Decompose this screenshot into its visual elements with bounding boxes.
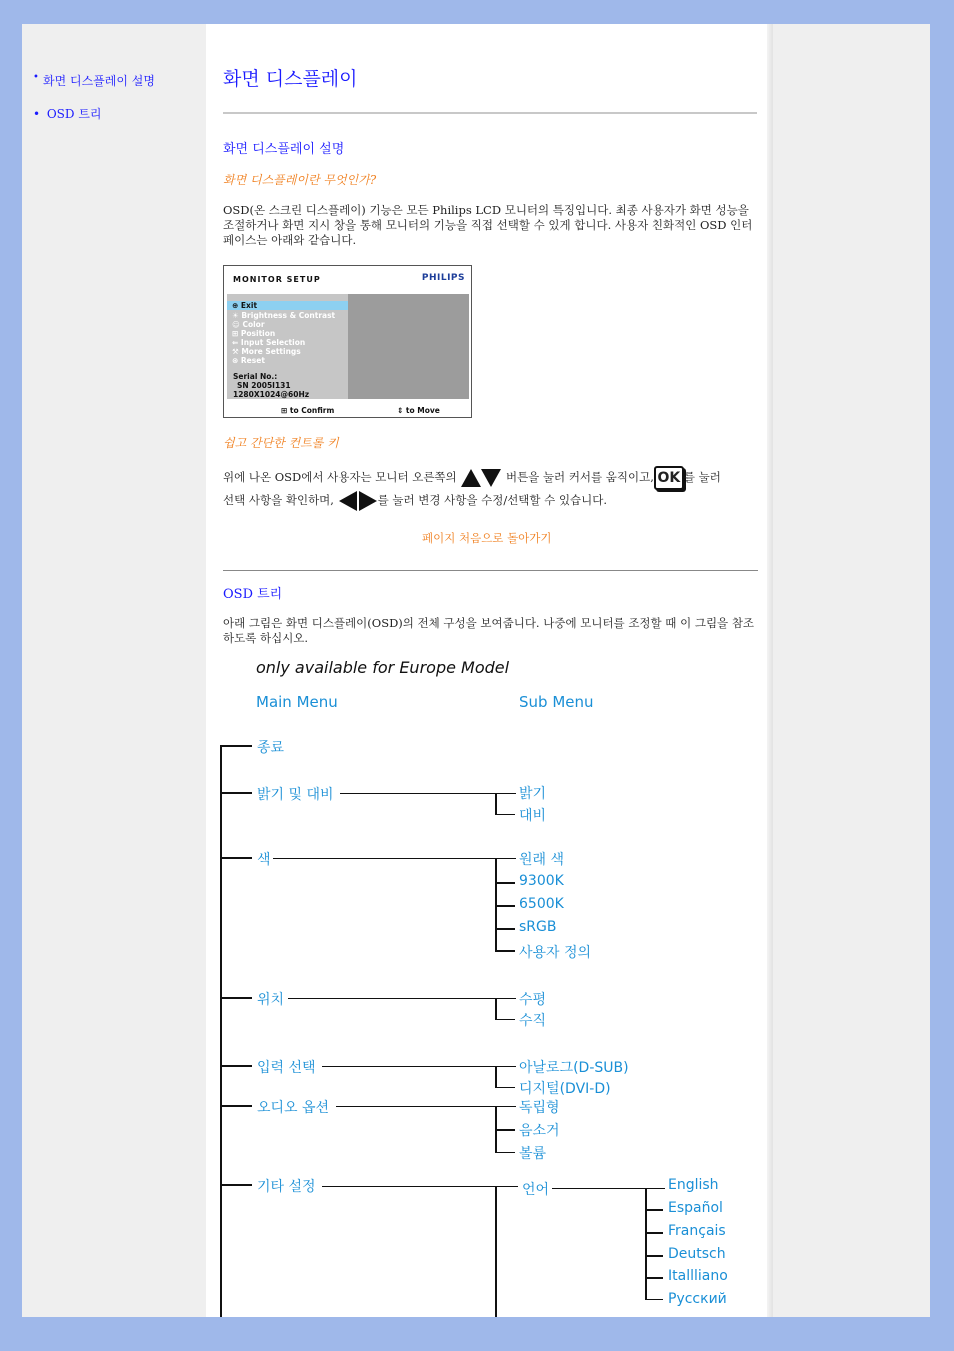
- tree-language-item: Itallliano: [668, 1268, 728, 1284]
- tree-connector-line: [288, 998, 516, 999]
- tree-sub-vertical: [495, 1066, 497, 1088]
- europe-note: only available for Europe Model: [256, 658, 510, 677]
- monitor-item-color: ☺ Color: [232, 320, 265, 329]
- tree-sub-item: 사용자 정의: [517, 942, 593, 962]
- tree-sub-item: 아날로그(D-SUB): [517, 1057, 631, 1077]
- monitor-item-exit: ⊕ Exit: [227, 301, 348, 310]
- philips-logo: PHILIPS: [421, 273, 465, 283]
- tree-sub-vertical: [495, 998, 497, 1020]
- sidebar-link-osd-tree[interactable]: OSD 트리: [46, 107, 102, 121]
- tree-lang-tick: [645, 1277, 663, 1279]
- monitor-item-more: ⚒ More Settings: [232, 347, 301, 356]
- monitor-menu: [227, 294, 348, 399]
- ok-button-icon: OK: [654, 466, 684, 490]
- tree-branch-line: [220, 792, 252, 794]
- divider: [223, 112, 757, 114]
- tree-sub-item: 수평: [517, 989, 548, 1009]
- monitor-serial-value: SN 2005I131: [237, 381, 291, 390]
- controls-paragraph-line1: [223, 466, 763, 490]
- section-heading-description: 화면 디스플레이 설명: [223, 142, 345, 157]
- tree-sub-item: 디지털(DVI-D): [517, 1078, 613, 1098]
- tree-sub-tick: [495, 928, 515, 930]
- monitor-item-label: More Settings: [241, 347, 301, 356]
- monitor-item-input: ⇐ Input Selection: [232, 338, 306, 347]
- monitor-serial-label: Serial No.:: [233, 372, 278, 381]
- left-sidebar: [22, 24, 206, 1317]
- tree-language-item: Deutsch: [668, 1246, 726, 1262]
- sub-menu-header: Sub Menu: [519, 693, 594, 711]
- tree-sub-tick: [495, 814, 515, 815]
- tree-sub-item: 9300K: [519, 873, 564, 889]
- monitor-submenu-area: [348, 294, 469, 399]
- monitor-setup-image: [223, 265, 472, 418]
- monitor-item-label: Input Selection: [240, 338, 306, 347]
- tree-sub-item: 독립형: [517, 1097, 562, 1117]
- tree-language-item: Русский: [668, 1291, 727, 1307]
- tree-connector-line: [336, 1106, 516, 1107]
- confirm-label: to Confirm: [289, 406, 335, 415]
- monitor-item-brightness: ☀ Brightness & Contrast: [232, 311, 336, 320]
- tree-sub-item: 6500K: [519, 896, 564, 912]
- tree-lang-tick: [645, 1232, 663, 1234]
- tree-lang-tick: [645, 1299, 663, 1300]
- tree-item-brightness: 밝기 및 대비: [255, 784, 336, 804]
- tree-item-color: 색: [255, 849, 273, 869]
- tree-item-more: 기타 설정: [255, 1176, 318, 1196]
- tree-trunk-line: [220, 745, 222, 1317]
- monitor-title: MONITOR SETUP: [233, 275, 321, 284]
- tree-sub-vertical: [495, 793, 497, 815]
- tree-lang-tick: [645, 1209, 663, 1211]
- tree-sub-tick: [495, 882, 515, 884]
- controls-text: 위에 나온 OSD에서 사용자는 모니터 오른쪽의: [223, 470, 457, 484]
- sidebar-item-description[interactable]: [33, 72, 155, 89]
- controls-text: 버튼을 눌러 커서를 움직이고,: [505, 470, 654, 484]
- main-menu-header: Main Menu: [256, 693, 338, 711]
- tree-sub-item: 대비: [517, 805, 548, 825]
- tree-sub-tick: [495, 950, 515, 952]
- tree-sub-tick: [495, 905, 515, 907]
- controls-text: 선택 사항을 확인하며,: [223, 493, 334, 507]
- tree-branch-line: [220, 1065, 252, 1067]
- tree-item-position: 위치: [255, 989, 286, 1009]
- right-margin: [773, 24, 930, 1317]
- monitor-item-label: Position: [240, 329, 276, 338]
- tree-branch-line: [220, 1184, 252, 1186]
- bullet-icon: •: [33, 107, 41, 121]
- tree-branch-line: [220, 857, 252, 859]
- tree-lang-vertical: [645, 1188, 647, 1300]
- tree-item-exit: 종료: [255, 737, 286, 757]
- tree-connector-line: [272, 858, 516, 859]
- tree-connector-line: [322, 1066, 516, 1067]
- tree-branch-line: [220, 997, 252, 999]
- tree-item-input: 입력 선택: [255, 1057, 318, 1077]
- tree-sub-item: 밝기: [517, 783, 548, 803]
- page-title: 화면 디스플레이: [223, 68, 358, 90]
- monitor-confirm-hint: ⊞ to Confirm: [281, 406, 335, 415]
- tree-sub-item: sRGB: [519, 919, 557, 935]
- tree-sub-item: 수직: [517, 1010, 548, 1030]
- tree-sub-tick: [495, 1019, 515, 1020]
- tree-sub-vertical: [495, 1186, 497, 1317]
- controls-paragraph-line2: [223, 490, 763, 512]
- controls-text: 를 눌러 변경 사항을 수정/선택할 수 있습니다.: [377, 493, 608, 507]
- tree-sub-tick: [495, 1129, 515, 1131]
- tree-sub-item: 원래 색: [517, 849, 566, 869]
- tree-sub-item-language: 언어: [520, 1179, 551, 1199]
- controls-heading: 쉽고 간단한 컨트롤 키: [223, 436, 339, 450]
- monitor-item-label: Color: [242, 320, 265, 329]
- tree-connector-line: [322, 1186, 518, 1187]
- monitor-item-reset: ⊛ Reset: [232, 356, 265, 365]
- tree-sub-item: 볼륨: [517, 1143, 548, 1163]
- tree-sub-tick: [495, 1152, 515, 1153]
- question-heading: 화면 디스플레이란 무엇인가?: [223, 173, 377, 187]
- up-down-arrow-icon: [460, 468, 502, 488]
- controls-text: 를 눌러: [683, 470, 721, 484]
- monitor-item-position: ⊞ Position: [232, 329, 276, 338]
- tree-language-item: Français: [668, 1223, 726, 1239]
- bullet-icon: •: [33, 72, 39, 83]
- section-heading-osd-tree: OSD 트리: [223, 587, 283, 602]
- monitor-item-label: Brightness & Contrast: [241, 311, 336, 320]
- osd-tree-paragraph: 아래 그림은 화면 디스플레이(OSD)의 전체 구성을 보여줍니다. 나중에 모니터를 조정할 때 이 그림을 참조하도록 하십시오.: [223, 616, 755, 645]
- tree-language-item: English: [668, 1177, 719, 1193]
- left-right-arrow-icon: [338, 490, 378, 512]
- monitor-move-hint: ⇕ to Move: [397, 406, 440, 415]
- monitor-resolution: 1280X1024@60Hz: [233, 390, 310, 399]
- sidebar-item-osd-tree[interactable]: [33, 105, 102, 122]
- monitor-item-label: Reset: [240, 356, 265, 365]
- tree-connector-line: [552, 1188, 665, 1189]
- description-paragraph: OSD(온 스크린 디스플레이) 기능은 모든 Philips LCD 모니터의 특징입니다. 최종 사용자가 화면 성능을 조절하거나 화면 지시 창을 통해 모니터의 기능을 직접 선택할 수 있게 합니다. 사용자 친화적인 OSD 인터페이스는 아래와 같습니다.: [223, 203, 753, 247]
- sidebar-link-description[interactable]: 화면 디스플레이 설명: [43, 74, 155, 88]
- move-label: to Move: [405, 406, 440, 415]
- tree-lang-tick: [645, 1255, 663, 1257]
- tree-connector-line: [340, 793, 516, 794]
- tree-branch-line: [220, 1105, 252, 1107]
- tree-sub-tick: [495, 1087, 515, 1088]
- divider: [223, 570, 758, 571]
- tree-sub-item: 음소거: [517, 1120, 562, 1140]
- tree-item-audio: 오디오 옵션: [255, 1097, 331, 1117]
- monitor-item-label: Exit: [240, 301, 258, 310]
- back-to-top-link[interactable]: 페이지 처음으로 돌아가기: [422, 531, 552, 545]
- tree-language-item: Español: [668, 1200, 723, 1216]
- tree-branch-line: [220, 745, 252, 747]
